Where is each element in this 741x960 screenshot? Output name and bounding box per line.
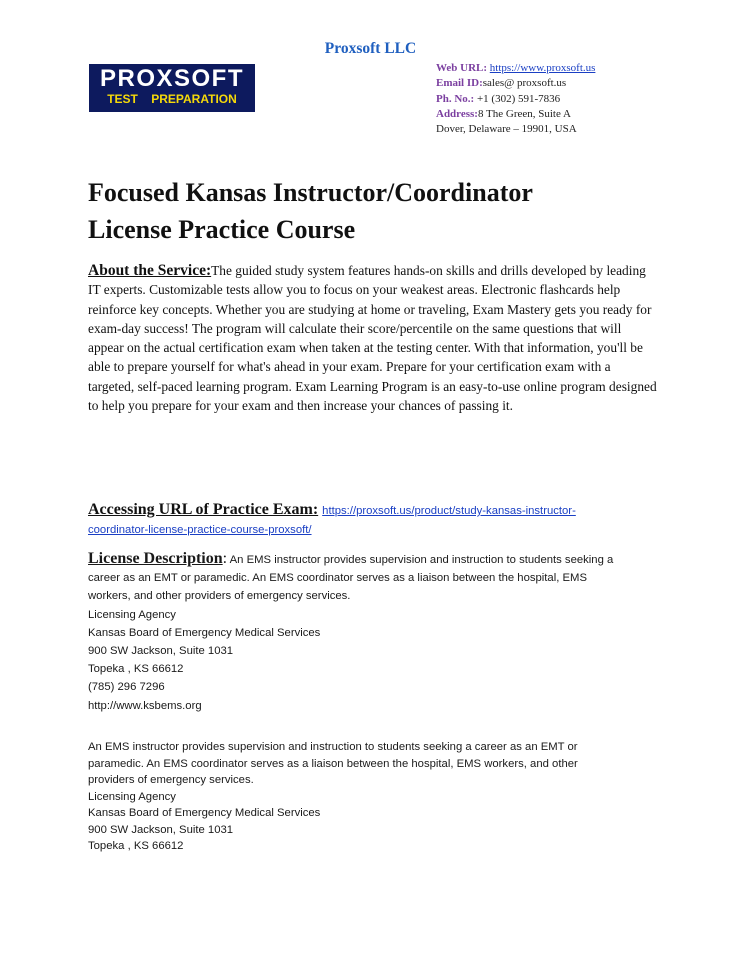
about-section: [88, 261, 658, 415]
agency-url-link[interactable]: http://www.ksbems.org: [88, 699, 202, 712]
web-url-link[interactable]: https://www.proxsoft.us: [489, 62, 596, 74]
proxsoft-logo[interactable]: [89, 64, 255, 112]
address-line1: 8 The Green, Suite A: [477, 107, 571, 120]
agency-city: Topeka , KS 66612: [88, 663, 184, 676]
phone-label: Ph. No.:: [436, 92, 475, 105]
access-heading: Accessing URL of Practice Exam:: [88, 501, 319, 518]
license-section: [88, 550, 668, 715]
license-heading: License Description: [88, 550, 223, 567]
phone-value: +1 (302) 591-7836: [474, 92, 561, 105]
contact-address: [436, 107, 595, 122]
licensing-agency-label: Licensing Agency: [88, 608, 176, 621]
practice-exam-url-line1[interactable]: https://proxsoft.us/product/study-kansas-instructor-: [322, 505, 576, 517]
license-repeat-section: [88, 739, 648, 855]
about-text: The guided study system features hands-on skills and drills developed by leading IT experts. Customizable tests allow you to focus on your weakest areas. Electronic flashcards help reinforce key concepts. Whether you are studying at home or traveling, Exam Mastery gets you ready for exam-day success! The program will calculate their score/percentile on the same questions that will appear on the actual certification exam when taken at the testing center. With that information, you'll be able to prepare yourself for what's ahead in your exam. Prepare for your certification exam with a targeted, self-paced learning program. Exam Learning Program is an easy-to-use online program designed to help you prepare for your exam and then increase your chances of passing it.: [88, 263, 657, 414]
address-line2: Dover, Delaware – 19901, USA: [436, 123, 577, 136]
license-desc-line1: An EMS instructor provides supervision and instruction to students seeking a: [227, 554, 614, 566]
logo-main-text: PROXSOFT: [99, 65, 244, 92]
license-first-line: [88, 550, 668, 569]
logo-sub-text: TEST PREPARATION: [107, 92, 237, 106]
repeat-agency-label: Licensing Agency: [88, 790, 176, 803]
web-label: Web URL:: [436, 62, 488, 74]
contact-phone: [436, 92, 595, 107]
repeat-desc-line2: paramedic. An EMS coordinator serves as a liaison between the hospital, EMS workers, and other: [88, 757, 578, 770]
agency-street: 900 SW Jackson, Suite 1031: [88, 645, 234, 658]
contact-block: [436, 61, 595, 137]
agency-name: Kansas Board of Emergency Medical Services: [88, 626, 321, 639]
page-title: [88, 174, 688, 248]
license-desc-line3: workers, and other providers of emergency services.: [88, 590, 351, 603]
title-line1: Focused Kansas Instructor/Coordinator: [88, 178, 533, 207]
agency-phone: (785) 296 7296: [88, 681, 165, 694]
about-heading: About the Service:: [88, 262, 212, 279]
repeat-desc-line3: providers of emergency services.: [88, 774, 254, 786]
title-line2: License Practice Course: [88, 215, 356, 244]
license-colon: :: [222, 550, 228, 567]
repeat-agency-city: Topeka , KS 66612: [88, 840, 184, 852]
email-value: sales@ proxsoft.us: [482, 77, 567, 90]
access-section: [88, 501, 660, 539]
company-name: Proxsoft LLC: [324, 40, 417, 57]
email-label: Email ID:: [436, 77, 483, 90]
address-label: Address:: [436, 107, 478, 120]
repeat-desc-line1: An EMS instructor provides supervision and instruction to students seeking a career as an EMT or: [88, 741, 578, 753]
practice-exam-url-line2[interactable]: coordinator-license-practice-course-proxsoft/: [88, 524, 312, 536]
contact-email: [436, 76, 595, 91]
license-desc-line2: career as an EMT or paramedic. An EMS coordinator serves as a liaison between the hospital, EMS: [88, 572, 587, 585]
contact-web: [436, 61, 595, 76]
repeat-agency-name: Kansas Board of Emergency Medical Services: [88, 807, 321, 819]
repeat-agency-street: 900 SW Jackson, Suite 1031: [88, 823, 234, 836]
